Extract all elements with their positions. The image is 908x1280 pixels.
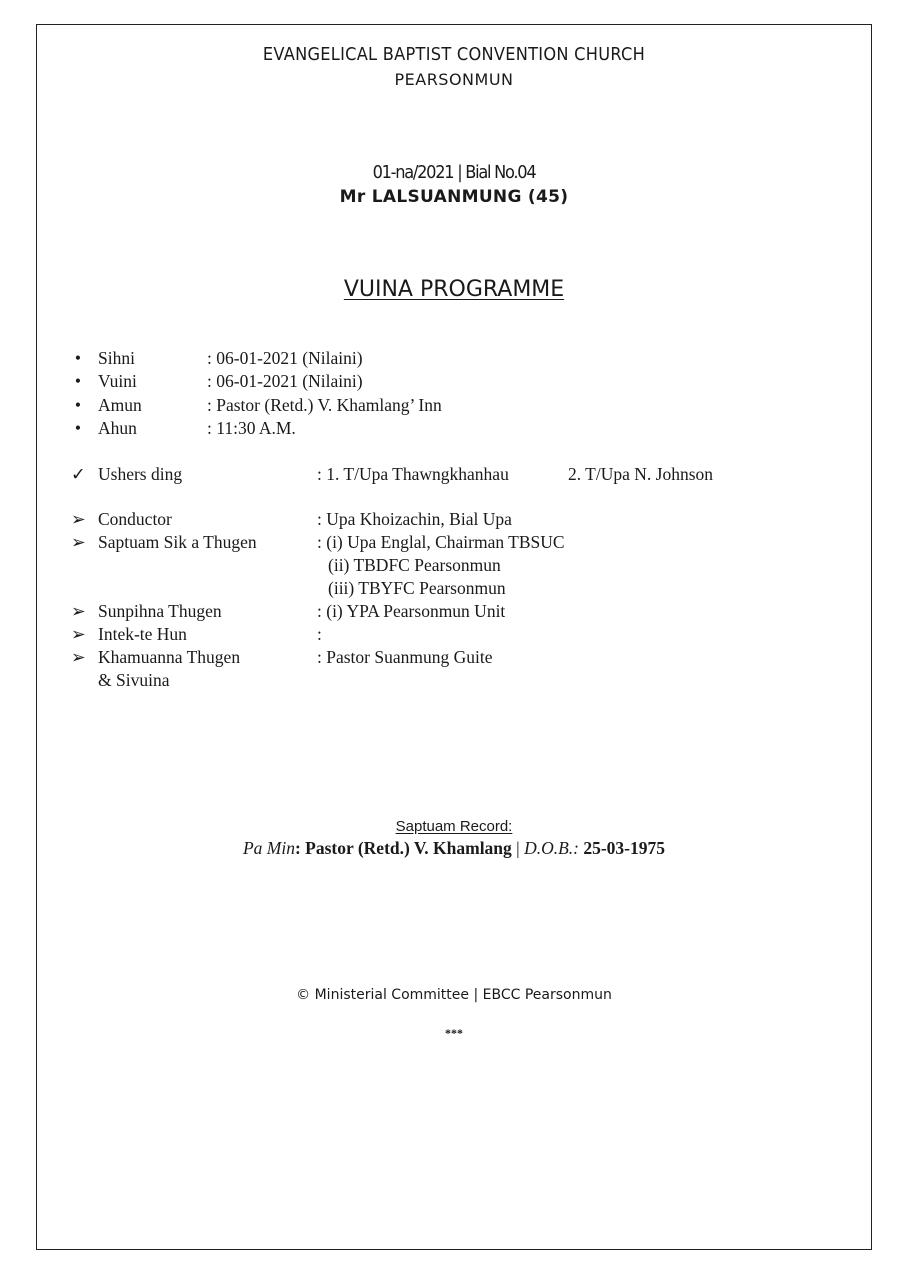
ushers-value-1: : 1. T/Upa Thawngkhanhau bbox=[317, 464, 509, 484]
detail-row bbox=[71, 417, 85, 440]
record-separator: | bbox=[516, 838, 520, 858]
dob-value: 25-03-1975 bbox=[583, 838, 666, 858]
ushers-label: Ushers ding bbox=[98, 464, 183, 484]
church-place: PEARSONMUN bbox=[394, 70, 514, 89]
bullet-icon: • bbox=[74, 395, 82, 415]
programme-value: : (i) YPA Pearsonmun Unit bbox=[317, 601, 506, 621]
arrow-icon: ➢ bbox=[71, 509, 86, 529]
bullet-icon: • bbox=[74, 348, 82, 368]
ushers-value-2: 2. T/Upa N. Johnson bbox=[568, 464, 714, 484]
programme-value: (ii) TBDFC Pearsonmun bbox=[328, 555, 501, 575]
dob-label: D.O.B.: bbox=[524, 838, 579, 858]
record-line bbox=[37, 838, 871, 859]
bullet-icon: • bbox=[74, 371, 82, 391]
programme-row bbox=[71, 531, 85, 554]
footer-credit: © Ministerial Committee | EBCC Pearsonmun bbox=[296, 987, 612, 1003]
deceased-name: Mr LALSUANMUNG (45) bbox=[339, 187, 569, 207]
check-icon: ✓ bbox=[71, 464, 86, 484]
programme-label: & Sivuina bbox=[98, 670, 170, 690]
detail-label: Ahun bbox=[98, 418, 137, 438]
programme-label: Saptuam Sik a Thugen bbox=[98, 532, 257, 552]
document-page bbox=[36, 24, 872, 1250]
detail-value: : 11:30 A.M. bbox=[207, 418, 296, 438]
pa-min-value: : Pastor (Retd.) V. Khamlang bbox=[294, 838, 512, 858]
programme-label: Intek-te Hun bbox=[98, 624, 187, 644]
programme-label: Sunpihna Thugen bbox=[98, 601, 222, 621]
page-title: VUINA PROGRAMME bbox=[343, 277, 565, 302]
reference-number: 01-na/2021 | Bial No.04 bbox=[372, 162, 536, 183]
detail-row bbox=[71, 394, 85, 417]
programme-label: Conductor bbox=[98, 509, 172, 529]
pa-min-label: Pa Min bbox=[242, 838, 295, 858]
detail-label: Vuini bbox=[98, 371, 137, 391]
programme-label: Khamuanna Thugen bbox=[98, 647, 241, 667]
record-heading: Saptuam Record: bbox=[395, 818, 513, 835]
ushers-row bbox=[71, 463, 85, 486]
church-name: EVANGELICAL BAPTIST CONVENTION CHURCH bbox=[262, 44, 646, 65]
arrow-icon: ➢ bbox=[71, 532, 86, 552]
programme-value: : bbox=[317, 624, 322, 644]
detail-row bbox=[71, 370, 85, 393]
programme-value: (iii) TBYFC Pearsonmun bbox=[328, 578, 506, 598]
programme-row bbox=[71, 600, 85, 623]
programme-value: : (i) Upa Englal, Chairman TBSUC bbox=[317, 532, 565, 552]
programme-row bbox=[71, 508, 85, 531]
arrow-icon: ➢ bbox=[71, 624, 86, 644]
programme-value: : Pastor Suanmung Guite bbox=[317, 647, 493, 667]
programme-row bbox=[71, 623, 85, 646]
detail-value: : Pastor (Retd.) V. Khamlang’ Inn bbox=[207, 395, 442, 415]
detail-value: : 06-01-2021 (Nilaini) bbox=[207, 371, 363, 391]
programme-row bbox=[71, 646, 85, 669]
detail-row bbox=[71, 347, 85, 370]
bullet-icon: • bbox=[74, 418, 82, 438]
detail-value: : 06-01-2021 (Nilaini) bbox=[207, 348, 363, 368]
detail-label: Sihni bbox=[98, 348, 135, 368]
detail-label: Amun bbox=[98, 395, 142, 415]
arrow-icon: ➢ bbox=[71, 601, 86, 621]
arrow-icon: ➢ bbox=[71, 647, 86, 667]
programme-value: : Upa Khoizachin, Bial Upa bbox=[317, 509, 512, 529]
footer-stars: *** bbox=[445, 1026, 463, 1040]
